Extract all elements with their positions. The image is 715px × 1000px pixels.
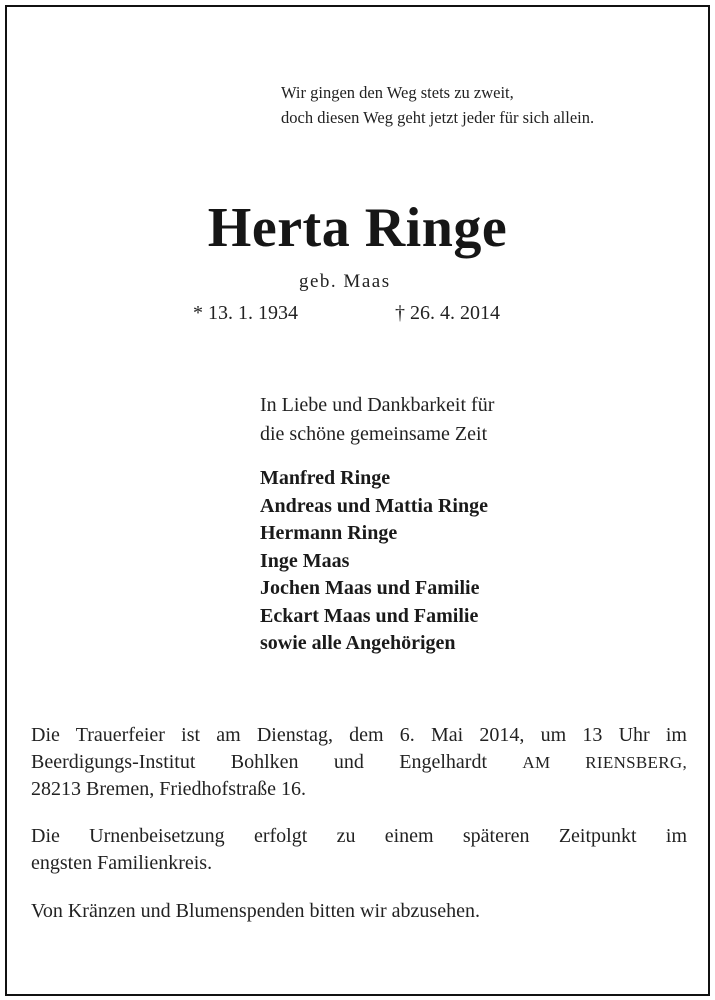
maiden-name: geb. Maas xyxy=(299,271,391,292)
birth-date: * 13. 1. 1934 xyxy=(193,302,298,324)
mourner: Eckart Maas und Familie xyxy=(260,604,479,627)
mourners-list xyxy=(260,465,488,658)
mourner: sowie alle Angehörigen xyxy=(260,632,456,654)
ceremony-address: 28213 Bremen, Friedhofstraße 16. xyxy=(31,778,306,800)
mourner: Jochen Maas und Familie xyxy=(260,577,480,599)
urn-line-2: engsten Familienkreis. xyxy=(31,852,213,874)
dedication-line-2: die schöne gemeinsame Zeit xyxy=(260,423,488,445)
memorial-quote xyxy=(281,80,594,130)
death-date: † 26. 4. 2014 xyxy=(395,302,500,324)
ceremony-venue: Beerdigungs-Institut Bohlken und Engelhardt xyxy=(31,751,488,773)
flowers-request xyxy=(31,898,687,925)
mourner: Andreas und Mattia Ringe xyxy=(260,494,488,517)
mourner: Hermann Ringe xyxy=(260,522,398,544)
ceremony-line-2 xyxy=(31,749,687,776)
urn-burial-info xyxy=(31,823,687,877)
ceremony-line-1: Die Trauerfeier ist am Dienstag, dem 6. Mai 2014, um 13 Uhr im xyxy=(31,724,687,746)
flowers-line-1: Von Kränzen und Blumenspenden bitten wir abzusehen. xyxy=(31,900,480,922)
ceremony-info xyxy=(31,722,687,803)
deceased-name: Herta Ringe xyxy=(207,197,508,259)
mourner: Inge Maas xyxy=(260,549,350,572)
mourner: Manfred Ringe xyxy=(260,467,391,489)
ceremony-venue-location: AM RIENSBERG, xyxy=(522,753,687,772)
dedication-line-1: In Liebe und Dankbarkeit für xyxy=(260,394,495,416)
quote-line-1: Wir gingen den Weg stets zu zweit, xyxy=(281,83,514,102)
urn-line-1: Die Urnenbeisetzung erfolgt zu einem späteren Zeitpunkt im xyxy=(31,825,687,847)
dedication xyxy=(260,391,494,449)
quote-line-2: doch diesen Weg geht jetzt jeder für sich allein. xyxy=(281,108,595,127)
